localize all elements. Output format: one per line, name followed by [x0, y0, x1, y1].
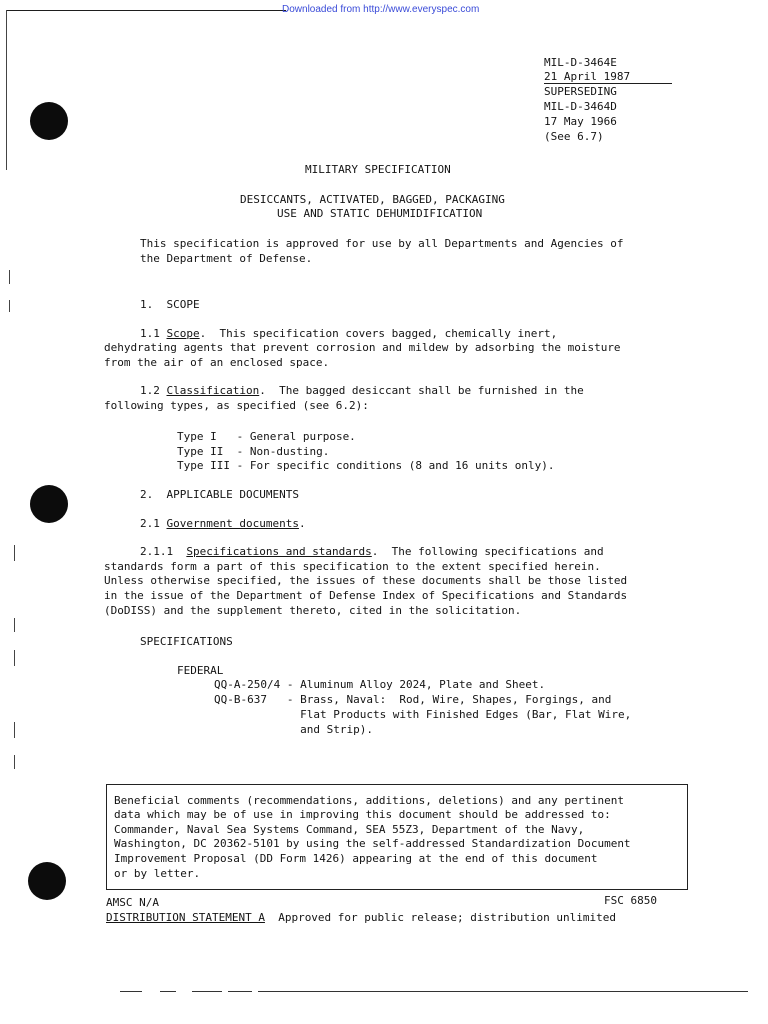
doc-title-line2: USE AND STATIC DEHUMIDIFICATION: [277, 207, 483, 220]
para-2-1: 2.1 Government documents.: [140, 517, 306, 530]
bottom-rule: [228, 991, 252, 992]
punch-hole: [28, 862, 66, 900]
bottom-rule: [160, 991, 176, 992]
left-edge-rule: [6, 10, 7, 170]
superseding-label: SUPERSEDING: [544, 85, 617, 98]
para-2-1-1-line5: (DoDISS) and the supplement thereto, cited in the solicitation.: [104, 604, 522, 617]
type-item: Type III - For specific conditions (8 and 16 units only).: [177, 459, 555, 472]
distribution-statement: DISTRIBUTION STATEMENT A Approved for public release; distribution unlimited: [106, 911, 616, 924]
para-2-1-1-line4: in the issue of the Department of Defense Index of Specifications and Standards: [104, 589, 628, 602]
margin-mark: [14, 722, 15, 738]
bottom-rule: [192, 991, 222, 992]
punch-hole: [30, 485, 68, 523]
federal-spec-item: and Strip).: [214, 723, 373, 736]
para-1-1-line3: from the air of an enclosed space.: [104, 356, 330, 369]
federal-spec-item: QQ-A-250/4 - Aluminum Alloy 2024, Plate and Sheet.: [214, 678, 546, 691]
superseded-number: MIL-D-3464D: [544, 100, 617, 113]
see-reference: (See 6.7): [544, 130, 604, 143]
federal-spec-item: QQ-B-637 - Brass, Naval: Rod, Wire, Shapes, Forgings, and: [214, 693, 612, 706]
para-2-1-1-line1: 2.1.1 Specifications and standards. The following specifications and: [140, 545, 604, 558]
margin-mark: [14, 650, 15, 666]
para-2-1-1-line2: standards form a part of this specification to the extent specified herein.: [104, 560, 601, 573]
para-1-1-line1: 1.1 Scope. This specification covers bagged, chemically inert,: [140, 327, 558, 340]
margin-mark: [14, 545, 15, 561]
section-heading-applicable-documents: 2. APPLICABLE DOCUMENTS: [140, 488, 299, 501]
comments-line: Commander, Naval Sea Systems Command, SEA 55Z3, Department of the Navy,: [114, 823, 585, 836]
comments-line: or by letter.: [114, 867, 201, 880]
amsc-code: AMSC N/A: [106, 896, 159, 909]
punch-hole: [30, 102, 68, 140]
doc-date: 21 April 1987: [544, 70, 631, 83]
section-heading-scope: 1. SCOPE: [140, 298, 200, 311]
comments-line: Improvement Proposal (DD Form 1426) appearing at the end of this document: [114, 852, 598, 865]
comments-line: Washington, DC 20362-5101 by using the self-addressed Standardization Document: [114, 837, 631, 850]
federal-label: FEDERAL: [177, 664, 224, 677]
approval-line1: This specification is approved for use by all Departments and Agencies of: [140, 237, 624, 250]
specifications-heading: SPECIFICATIONS: [140, 635, 233, 648]
top-rule: [6, 10, 286, 11]
bottom-rule: [120, 991, 142, 992]
para-1-2-line1: 1.2 Classification. The bagged desiccant shall be furnished in the: [140, 384, 584, 397]
fsc-code: FSC 6850: [604, 894, 657, 907]
para-1-1-line2: dehydrating agents that prevent corrosion and mildew by adsorbing the moisture: [104, 341, 621, 354]
para-2-1-1-line3: Unless otherwise specified, the issues of these documents shall be those listed: [104, 574, 628, 587]
para-1-2-line2: following types, as specified (see 6.2):: [104, 399, 369, 412]
comments-line: Beneficial comments (recommendations, additions, deletions) and any pertinent: [114, 794, 624, 807]
header-date-rule: [544, 83, 672, 84]
doc-title-line1: DESICCANTS, ACTIVATED, BAGGED, PACKAGING: [240, 193, 505, 206]
margin-mark: [14, 618, 15, 632]
margin-mark: [14, 755, 15, 769]
superseded-date: 17 May 1966: [544, 115, 617, 128]
type-item: Type II - Non-dusting.: [177, 445, 330, 458]
type-item: Type I - General purpose.: [177, 430, 356, 443]
comments-line: data which may be of use in improving this document should be addressed to:: [114, 808, 611, 821]
approval-line2: the Department of Defense.: [140, 252, 313, 265]
margin-mark: [9, 270, 10, 284]
doc-type-title: MILITARY SPECIFICATION: [305, 163, 451, 176]
margin-mark: [9, 300, 10, 312]
federal-spec-item: Flat Products with Finished Edges (Bar, Flat Wire,: [214, 708, 632, 721]
doc-number: MIL-D-3464E: [544, 56, 617, 69]
source-link[interactable]: Downloaded from http://www.everyspec.com: [282, 4, 480, 15]
bottom-rule: [258, 991, 748, 992]
